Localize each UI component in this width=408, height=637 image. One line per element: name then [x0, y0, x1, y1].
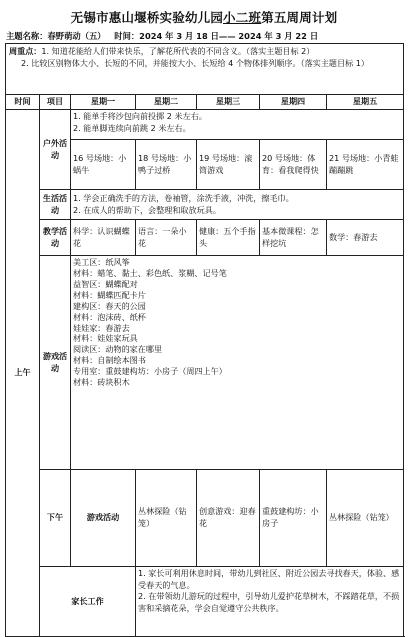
outdoor-notes-row: [6, 110, 404, 140]
game-line-2: 材料：蜡笔、黏土、彩色纸、浆糊、记号笔: [73, 267, 227, 278]
game-line-12: 材料：砖块积木: [73, 377, 130, 388]
afternoon-monday: 丛林探险（钻笼）: [136, 470, 197, 567]
plan-table: [5, 43, 404, 637]
outdoor-friday: 21 号场地：小青蛙蹦蹦跳: [327, 140, 404, 190]
header-monday: 星期一: [71, 95, 136, 110]
goals-label: 周重点：: [9, 46, 42, 56]
family-note-2: 2. 在带领幼儿游玩的过程中，引导幼儿爱护花草树木，不踩踏花草，不损害和采摘花朵，学会自觉遵守公共秩序。: [138, 591, 400, 614]
life-note-2: 2. 在成人的帮助下，会整理和取放玩具。: [73, 204, 221, 215]
game-line-10: 材料：自制绘本图书: [73, 355, 146, 366]
family-label: 家长工作: [40, 566, 136, 636]
game-line-5: 建构区：春天的公园: [73, 300, 146, 311]
outdoor-wednesday: 19 号场地：滚筒游戏: [197, 140, 260, 190]
goals-row: [6, 44, 404, 95]
outdoor-thursday: 20 号场地：体育：看我爬得快: [260, 140, 327, 190]
header-tuesday: 星期二: [136, 95, 197, 110]
teaching-thursday: 基本微课程：怎样挖坑: [260, 220, 327, 256]
theme-name: 春野萌动（五）: [47, 31, 106, 41]
afternoon-wednesday: 重鼓建构坊：小房子: [260, 470, 327, 567]
family-row: [6, 566, 404, 636]
teaching-wednesday: 健康：五个手指头: [197, 220, 260, 256]
goal-2: 2. 比较区别物体大小、长短的不同，并能按大小、长短给 4 个物体排列顺序。（落实主题目标 1）: [21, 57, 370, 68]
teaching-tuesday: 语言：一朵小花: [136, 220, 197, 256]
header-row: [6, 95, 404, 110]
afternoon-game-label: 游戏活动: [71, 470, 136, 567]
outdoor-tuesday: 18 号场地：小鸭子过桥: [136, 140, 197, 190]
afternoon-tuesday: 创意游戏：迎春花: [197, 470, 260, 567]
header-time: 时间: [6, 95, 40, 110]
teaching-friday: 数学：春游去: [327, 220, 404, 256]
family-note-1: 1. 家长可利用休息时间，带幼儿到社区、附近公园去寻找春天，体验、感受春天的气息。: [138, 567, 400, 590]
theme-label: 主题名称：: [6, 31, 48, 41]
afternoon-label: 下午: [40, 470, 71, 567]
life-note-1: 1. 学会正确洗手的方法，卷袖管，涂洗手液，冲洗，擦毛巾。: [73, 192, 294, 203]
outdoor-label: 户外活动: [40, 110, 71, 190]
time-range: 2024 年 3 月 18 日—— 2024 年 3 月 22 日: [139, 31, 319, 41]
game-line-7: 娃娃家：春游去: [73, 322, 130, 333]
goal-1: 1. 知道花能给人们带来快乐，了解花所代表的不同含义。（落实主题目标 2）: [41, 46, 315, 56]
game-line-6: 材料：泡沫砖、纸杯: [73, 311, 146, 322]
header-friday: 星期五: [327, 95, 404, 110]
game-line-4: 材料：蝴蝶匹配卡片: [73, 289, 146, 300]
game-line-9: 阅读区：动物的家在哪里: [73, 344, 163, 355]
header-item: 项目: [40, 95, 71, 110]
game-line-8: 材料：娃娃家玩具: [73, 333, 138, 344]
outdoor-monday: 16 号场地：小蜗牛: [71, 140, 136, 190]
morning-label: 上午: [6, 110, 40, 637]
life-row: [6, 190, 404, 220]
header-wednesday: 星期三: [197, 95, 260, 110]
game-line-3: 益智区：蝴蝶配对: [73, 278, 138, 289]
teaching-row: [6, 220, 404, 256]
theme-line: [6, 30, 318, 42]
game-line-1: 美工区：纸风筝: [73, 257, 130, 267]
outdoor-note-1: 1. 能单手将沙包向前投掷 2 米左右。: [73, 111, 207, 121]
game-row: [6, 256, 404, 470]
time-label: 时间：: [114, 31, 140, 41]
afternoon-row: [6, 470, 404, 567]
life-label: 生活活动: [40, 190, 71, 220]
class-name: 小二班: [223, 10, 262, 25]
game-label: 游戏活动: [40, 256, 71, 470]
header-thursday: 星期四: [260, 95, 327, 110]
game-line-11: 专用室：重鼓建构坊：小房子（周四上午）: [73, 366, 227, 377]
afternoon-thursday: 丛林探险（钻笼）: [327, 470, 404, 567]
outdoor-note-2: 2. 能单脚连续向前跳 2 米左右。: [73, 122, 191, 133]
page-title: 无锡市惠山堰桥实验幼儿园小二班第五周周计划: [70, 10, 338, 25]
teaching-monday: 科学：认识蝴蝶花: [71, 220, 136, 256]
teaching-label: 教学活动: [40, 220, 71, 256]
